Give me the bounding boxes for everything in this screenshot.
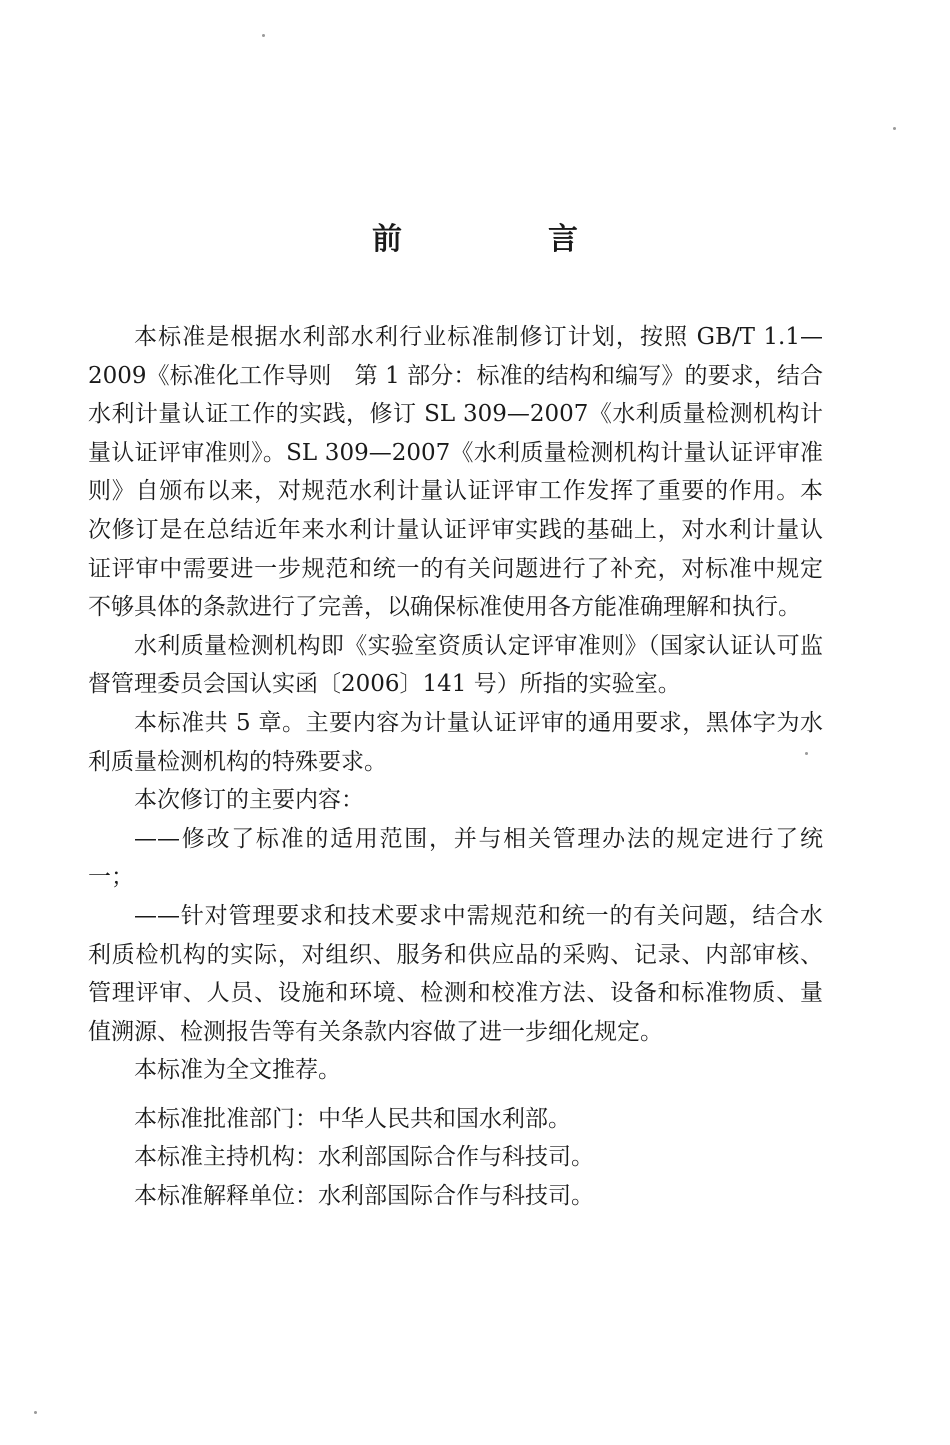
page-title: 前 言 <box>372 222 636 257</box>
scan-speck <box>893 127 896 130</box>
paragraph-structure: 本标准共 5 章。主要内容为计量认证评审的通用要求，黑体字为水利质量检测机构的特殊要求。 <box>88 709 823 775</box>
paragraph-interpreting-unit: 本标准解释单位：水利部国际合作与科技司。 <box>134 1183 594 1210</box>
paragraph-revision-item-details: ——针对管理要求和技术要求中需规范和统一的有关问题，结合水利质检机构的实际，对组织、服务和供应品的采购、记录、内部审核、管理评审、人员、设施和环境、检测和校准方法、设备和标准物质、量值溯源、检测报告等有关条款内容做了进一步细化规定。 <box>88 902 823 1045</box>
paragraph-background: 本标准是根据水利部水利行业标准制修订计划，按照 GB/T 1.1—2009《标准化工作导则 第 1 部分：标准的结构和编写》的要求，结合水利计量认证工作的实践，修订 SL 309—2007《水利质量检测机构计量认证评审准则》。SL 309—2007《水利质量检测机构计量认证评审准则》自颁布以来，对规范水利计量认证评审工作发挥了重要的作用。本次修订是在总结近年来水利计量认证评审实践的基础上，对水利计量认证评审中需要进一步规范和统一的有关问题进行了补充，对标准中规定不够具体的条款进行了完善，以确保标准使用各方能准确理解和执行。 <box>88 324 823 621</box>
scan-speck <box>805 752 808 755</box>
document-body <box>88 318 823 1216</box>
scan-speck <box>262 34 265 37</box>
paragraph-revision-item-scope: ——修改了标准的适用范围，并与相关管理办法的规定进行了统一； <box>88 825 823 891</box>
paragraph-definition: 水利质量检测机构即《实验室资质认定评审准则》（国家认证认可监督管理委员会国认实函〔2006〕141 号）所指的实验室。 <box>88 632 823 698</box>
paragraph-recommendation: 本标准为全文推荐。 <box>134 1057 341 1084</box>
paragraph-sponsoring-organization: 本标准主持机构：水利部国际合作与科技司。 <box>134 1144 594 1171</box>
paragraph-revision-intro: 本次修订的主要内容： <box>134 787 364 814</box>
scan-speck <box>34 1411 37 1414</box>
paragraph-approving-department: 本标准批准部门：中华人民共和国水利部。 <box>134 1105 571 1132</box>
